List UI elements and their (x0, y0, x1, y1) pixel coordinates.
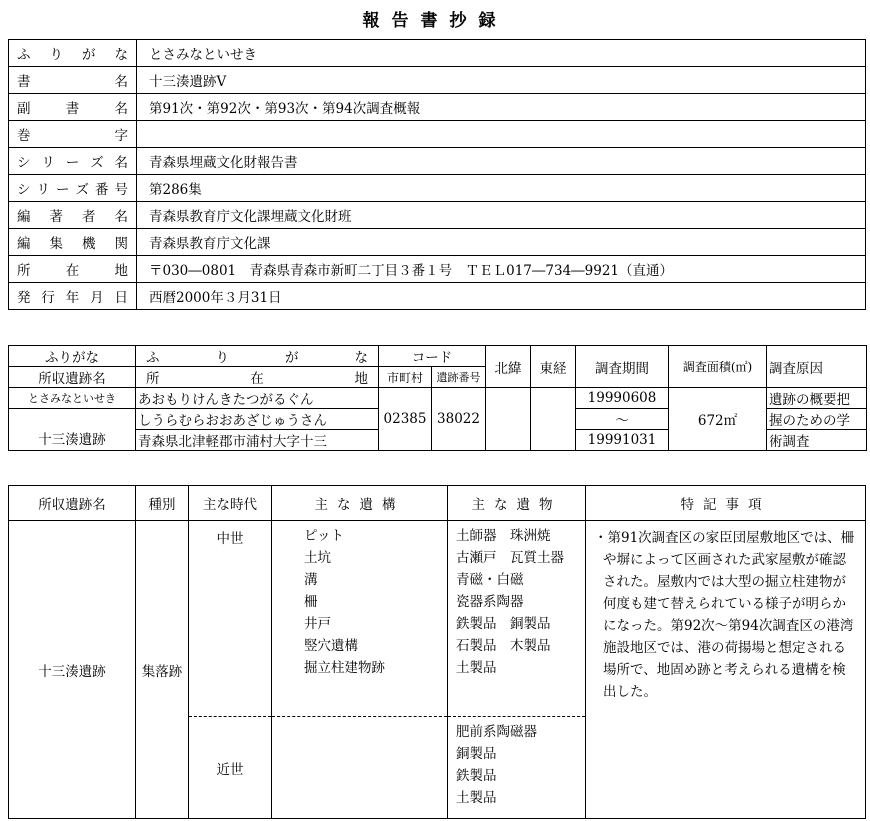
artifact-item: 土製品 (456, 660, 497, 676)
feature-item: 掘立柱建物跡 (304, 660, 385, 676)
info-label: シ リ ー ズ 名 (9, 148, 137, 175)
artifact-item: 土師器 珠洲焼 (456, 528, 551, 544)
period-end: 19991031 (576, 430, 669, 451)
info-value: 西暦2000年３月31日 (137, 283, 866, 310)
header-type: 種別 (136, 486, 189, 521)
feature-item: ピット (304, 528, 344, 544)
feature-item: 柵 (304, 594, 318, 610)
info-value: 第286集 (137, 175, 866, 202)
info-label: 書 名 (9, 67, 137, 94)
info-row (9, 256, 866, 283)
feature-item: 溝 (304, 572, 318, 588)
artifact-item: 鉄製品 (456, 768, 497, 784)
bibliographic-table (8, 39, 866, 310)
latitude-value (486, 388, 531, 451)
info-value: 〒030―0801 青森県青森市新町二丁目３番１号 ＴＥＬ017―734―9921（直通） (137, 256, 866, 283)
header-artifacts: 主な遺物 (448, 486, 586, 521)
era-medieval: 中世 (189, 521, 272, 717)
info-row (9, 67, 866, 94)
header-city-code: 市町村 (379, 367, 432, 388)
header-site: 所収遺跡名 (9, 486, 136, 521)
info-value (137, 121, 866, 148)
artifact-item: 青磁・白磁 (456, 572, 524, 588)
site-location-table (8, 345, 867, 451)
info-label: 副 書 名 (9, 94, 137, 121)
header-era: 主な時代 (189, 486, 272, 521)
era-early-modern: 近世 (189, 717, 272, 819)
info-row (9, 202, 866, 229)
location-furigana-line2: しうらむらおおあざじゅうさん (136, 409, 379, 430)
site-furigana: とさみなといせき (9, 388, 136, 409)
features-early-modern (272, 717, 448, 819)
header-cause: 調査原因 (767, 346, 867, 388)
period-start: 19990608 (576, 388, 669, 409)
info-row (9, 148, 866, 175)
site-name-cell: 十三湊遺跡 (9, 521, 136, 819)
site-code: 38022 (432, 388, 486, 451)
page-title: 報告書抄録 (362, 11, 508, 31)
info-value: とさみなといせき (137, 40, 866, 67)
header-location-furigana: ふ り が な (136, 346, 379, 367)
survey-area: 672㎡ (669, 388, 767, 451)
artifacts-medieval (448, 521, 586, 717)
features-medieval (272, 521, 448, 717)
site-name: 十三湊遺跡 (9, 409, 136, 451)
header-site-number: 遺跡番号 (432, 367, 486, 388)
cause-line2: 握のための学 (767, 409, 867, 430)
longitude-value (531, 388, 576, 451)
header-features: 主な遺構 (272, 486, 448, 521)
location-furigana-line1: あおもりけんきたつがるぐん (136, 388, 379, 409)
artifact-item: 古瀬戸 瓦質土器 (456, 550, 564, 566)
artifact-item: 瓷器系陶器 (456, 594, 524, 610)
header-period: 調査期間 (576, 346, 669, 388)
info-label: 編 集 機 関 (9, 229, 137, 256)
info-label: 編 著 者 名 (9, 202, 137, 229)
info-value: 第91次・第92次・第93次・第94次調査概報 (137, 94, 866, 121)
site-type: 集落跡 (136, 521, 189, 819)
header-site-name: 所収遺跡名 (9, 367, 136, 388)
header-area: 調査面積(㎡) (669, 346, 767, 388)
header-notes: 特記事項 (586, 486, 866, 521)
features-table (8, 485, 866, 819)
header-longitude: 東経 (531, 346, 576, 388)
info-row (9, 40, 866, 67)
header-location: 所 在 地 (136, 367, 379, 388)
header-code: コード (379, 346, 486, 367)
info-value: 青森県教育庁文化課埋蔵文化財班 (137, 202, 866, 229)
info-value: 青森県教育庁文化課 (137, 229, 866, 256)
cause-line3: 術調査 (767, 430, 867, 451)
notes-cell: ・第91次調査区の家臣団屋敷地区では、柵や塀によって区画された武家屋敷が確認された。屋敷内では大型の掘立柱建物が何度も建て替えられている様子が明らかになった。第92次～第94次調査区の港湾施設地区では、港の荷揚場と想定される場所で、地固め跡と考えられる遺構を検出した。 (586, 521, 866, 819)
city-code: 02385 (379, 388, 432, 451)
info-label: 巻 字 (9, 121, 137, 148)
info-row (9, 229, 866, 256)
info-value: 青森県埋蔵文化財報告書 (137, 148, 866, 175)
info-label: 所 在 地 (9, 256, 137, 283)
header-latitude: 北緯 (486, 346, 531, 388)
artifact-item: 鉄製品 銅製品 (456, 616, 551, 632)
artifact-item: 銅製品 (456, 746, 497, 762)
feature-item: 井戸 (304, 616, 331, 632)
artifact-item: 肥前系陶磁器 (456, 724, 537, 740)
artifacts-early-modern (448, 717, 586, 819)
cause-line1: 遺跡の概要把 (767, 388, 867, 409)
info-label: ふ り が な (9, 40, 137, 67)
info-label: 発 行 年 月 日 (9, 283, 137, 310)
feature-item: 竪穴遺構 (304, 638, 358, 654)
feature-item: 土坑 (304, 550, 331, 566)
artifact-item: 石製品 木製品 (456, 638, 551, 654)
artifact-item: 土製品 (456, 790, 497, 806)
info-label: シ リ ー ズ 番 号 (9, 175, 137, 202)
info-row (9, 283, 866, 310)
location-address: 青森県北津軽郡市浦村大字十三 (136, 430, 379, 451)
info-row (9, 121, 866, 148)
header-furigana: ふりがな (9, 346, 136, 367)
info-row (9, 94, 866, 121)
period-separator: ～ (576, 409, 669, 430)
info-value: 十三湊遺跡Ⅴ (137, 67, 866, 94)
info-row (9, 175, 866, 202)
